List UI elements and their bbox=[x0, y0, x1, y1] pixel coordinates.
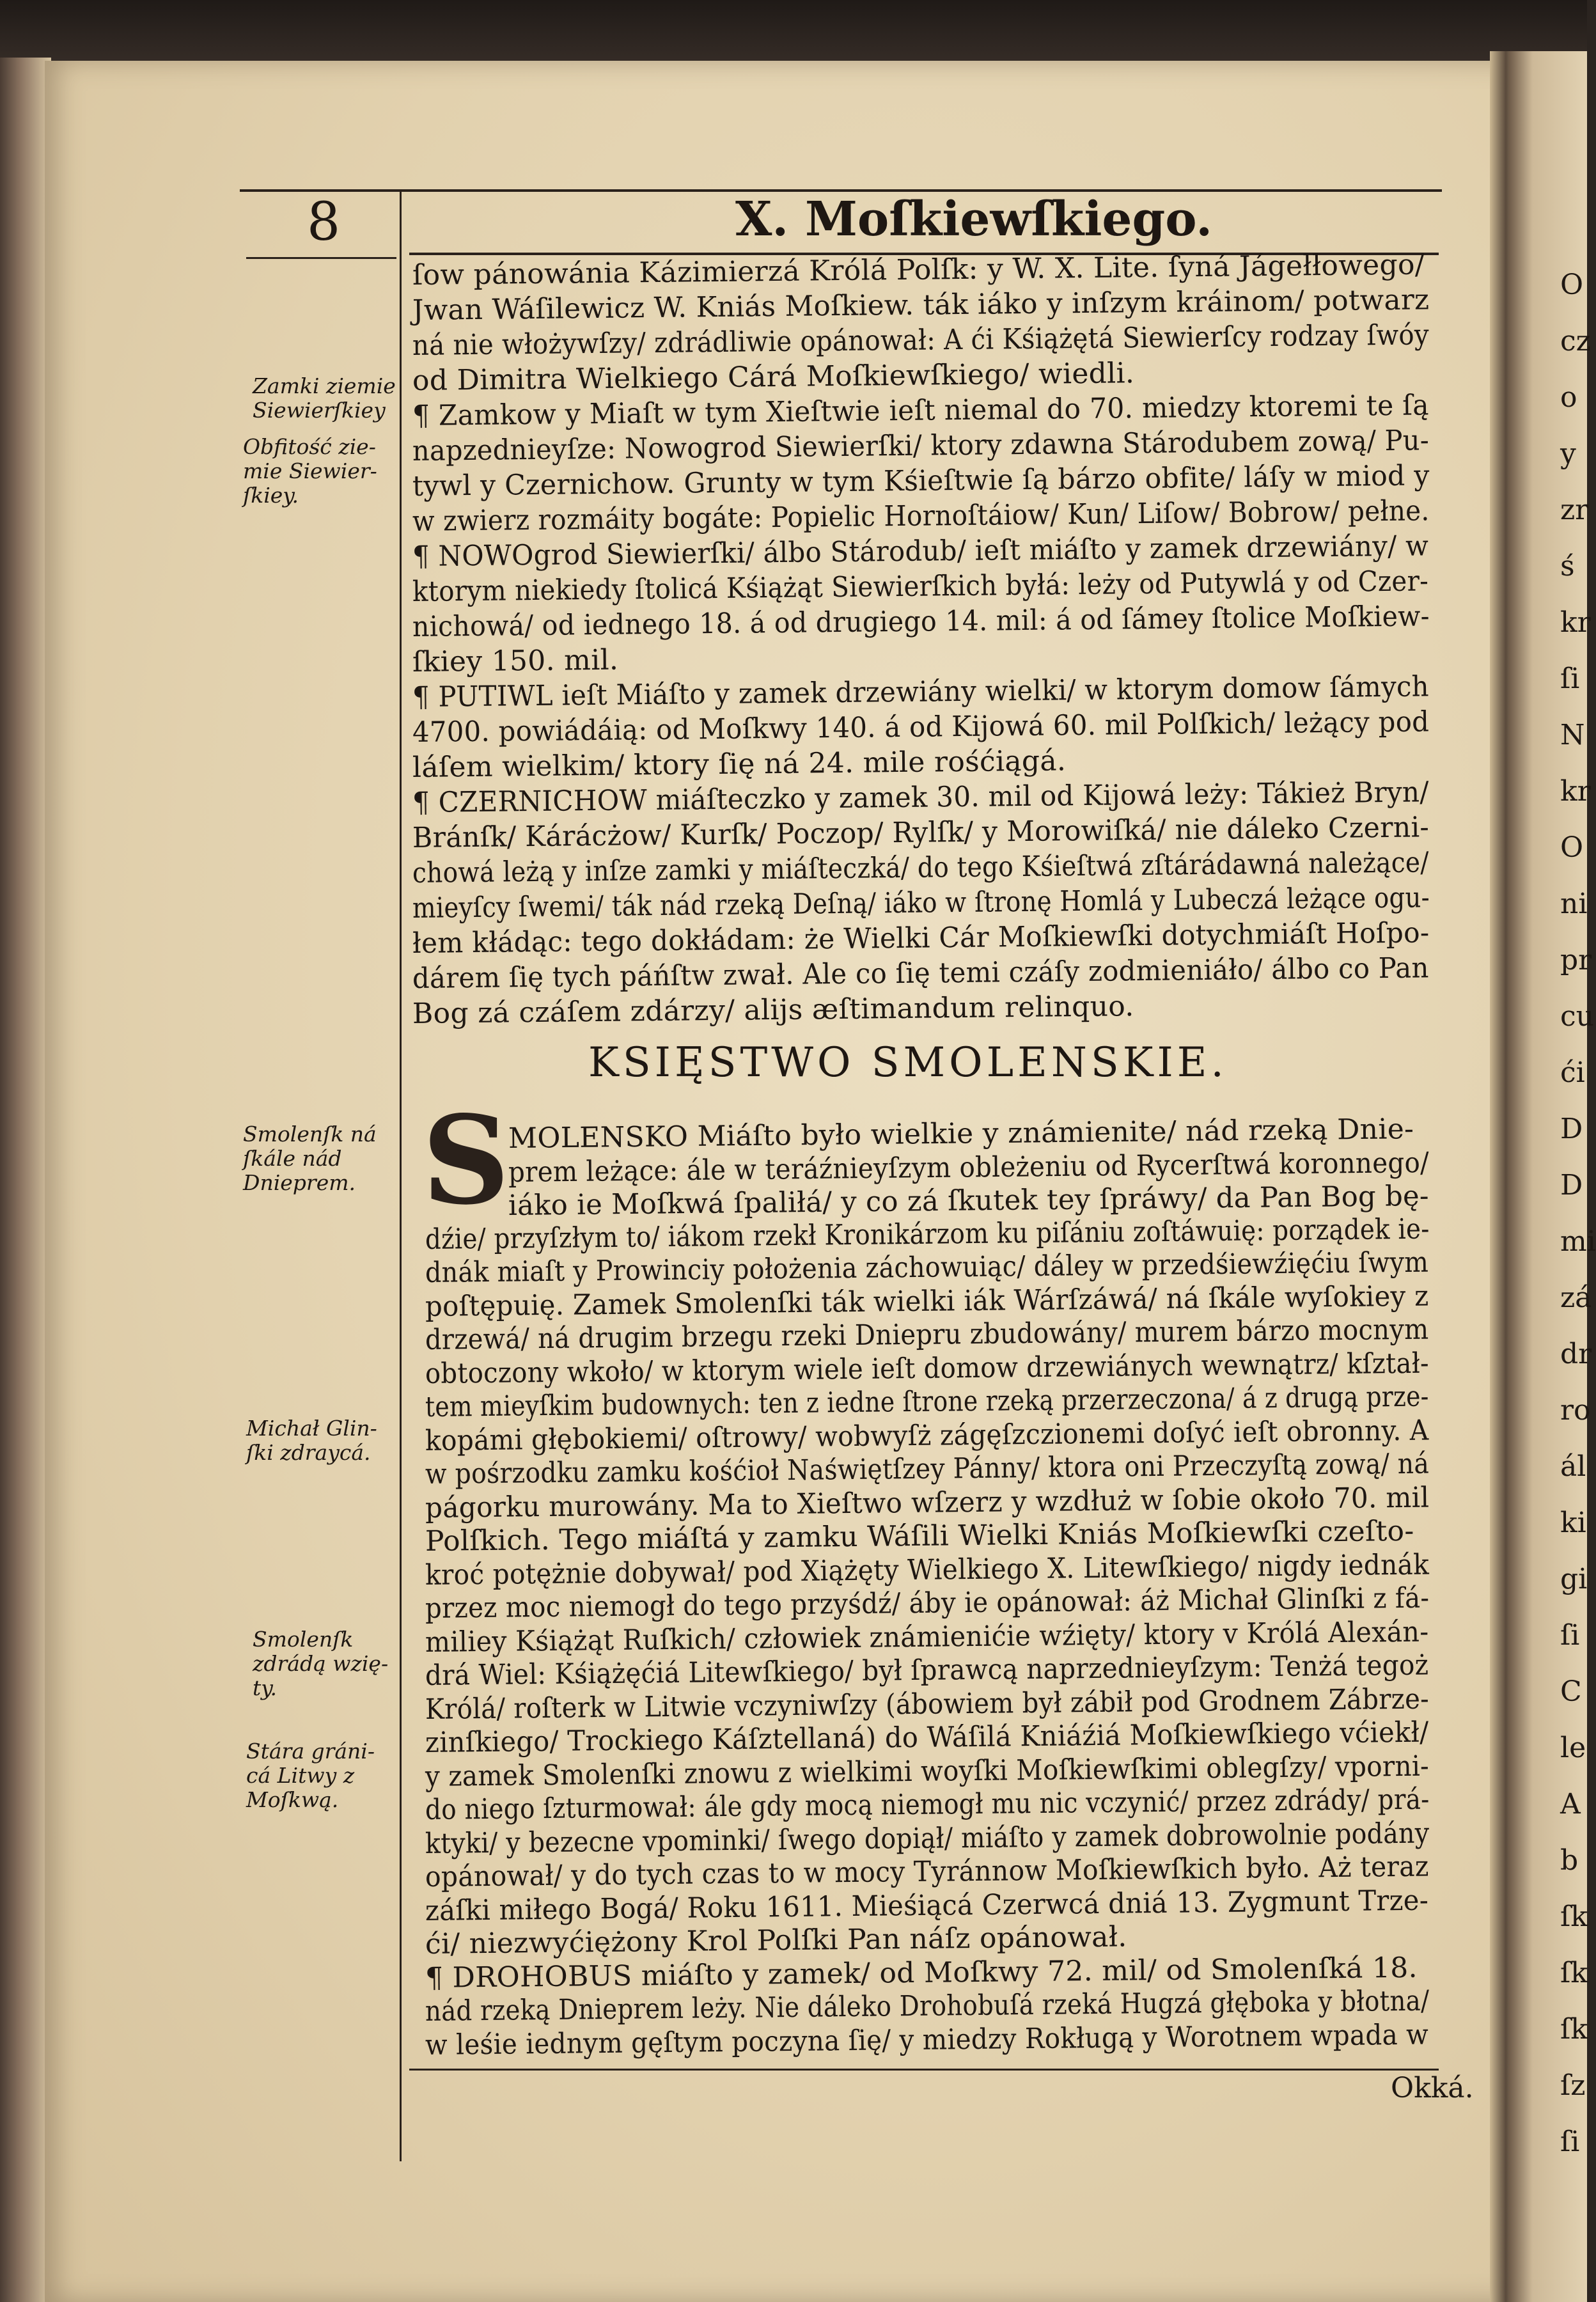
text-line: ¶ CZERNICHOW miáſteczko y zamek 30. mil od Kijowá leży: Tákież Bryn/ bbox=[412, 776, 1429, 819]
next-page-fragment: ſk bbox=[1560, 1957, 1588, 1989]
next-page-fragment: ći bbox=[1560, 1056, 1585, 1089]
text-line: ktorym niekiedy ſtolicá Kśiążąt Siewierſkich byłá: leży od Putywlá y od Czer- bbox=[412, 565, 1429, 608]
text-line: y zamek Smolenſki znowu z wielkimi woyſki Moſkiewſkimi oblegſzy/ vporni- bbox=[425, 1750, 1430, 1793]
text-line: ¶ Zamkow y Miaſt w tym Xieſtwie ieſt niemal do 70. miedzy ktoremi te ſą bbox=[412, 389, 1429, 432]
text-line: w leśie iednym gęſtym poczyna ſię/ y miedzy Rokługą y Worotnem wpada w bbox=[425, 2018, 1429, 2062]
text-line: ¶ PUTIWL ieſt Miáſto y zamek drzewiány wielki/ w ktorym domow ſámych bbox=[412, 670, 1430, 714]
next-page-fragment: ſk bbox=[1560, 1900, 1588, 1933]
next-page-fragment: D bbox=[1560, 1169, 1583, 1202]
margin-note-glinski: Michał Glin- ſki zdraycá. bbox=[246, 1416, 377, 1465]
next-page-fragment: kr bbox=[1560, 606, 1591, 639]
footer-rule bbox=[409, 2069, 1439, 2071]
text-line: prem leżące: ále w teráźnieyſzym obleżeniu od Rycerſtwá koronnego/ bbox=[508, 1146, 1430, 1189]
next-page-fragment: ſi bbox=[1560, 662, 1580, 695]
text-line: 4700. powiádáią: od Moſkwy 140. á od Kijowá 60. mil Polſkich/ leżący pod bbox=[412, 705, 1430, 749]
book-page-edges bbox=[0, 58, 51, 2302]
next-page-fragment: cu bbox=[1560, 1000, 1594, 1033]
next-page-fragment: zr bbox=[1560, 494, 1589, 526]
text-line: drzewá/ ná drugim brzegu rzeki Dniepru zbudowány/ murem bárzo mocnym bbox=[425, 1313, 1429, 1356]
text-line: łem kłádąc: tego dokłádam: że Wielki Cár Moſkiewſki dotychmiáſt Hoſpo- bbox=[412, 916, 1430, 960]
text-line: láſem wielkim/ ktory ſię ná 24. mile rośćiągá. bbox=[412, 744, 1067, 784]
text-line: Jwan Wáſilewicz W. Kniás Moſkiew. ták iáko y inſzym kráinom/ potwarz bbox=[412, 283, 1430, 327]
next-page-fragment: zá bbox=[1560, 1281, 1592, 1314]
header-rule-bottom-left bbox=[246, 257, 396, 259]
text-line: ¶ NOWOgrod Siewierſki/ álbo Stárodub/ ieſt miáſto y zamek drzewiány/ w bbox=[412, 529, 1429, 573]
next-page-fragment: N bbox=[1560, 719, 1585, 751]
margin-note-fertility: Obfitość zie- mie Siewier- ſkiey. bbox=[243, 434, 377, 508]
next-page-fragment: C bbox=[1560, 1675, 1582, 1708]
text-line: obtoczony wkoło/ w ktorym wiele ieſt domow drzewiánych wewnątrz/ kſztał- bbox=[425, 1347, 1430, 1390]
text-line: poſtępuię. Zamek Smolenſki ták wielki iák Wárſzáwá/ ná ſkále wyſokiey z bbox=[425, 1280, 1429, 1323]
next-page-fragment: O bbox=[1560, 269, 1584, 301]
next-page-fragment: b bbox=[1560, 1844, 1579, 1877]
text-line: tywl y Czernichow. Grunty w tym Kśieſtwie ſą bárzo obfite/ láſy w miod y bbox=[412, 459, 1430, 503]
section-title: KSIĘSTWO SMOLENSKIE. bbox=[588, 1039, 1228, 1086]
running-head: X. Moſkiewſkiego. bbox=[735, 192, 1213, 247]
next-page-fragment: ſi bbox=[1560, 2126, 1580, 2158]
text-line: przez moc niemogł do tego przyśdź/ áby ie opánował: áż Michał Glinſki z fá- bbox=[425, 1581, 1430, 1625]
text-line: od Dimitra Wielkiego Cárá Moſkiewſkiego/ wiedli. bbox=[412, 357, 1135, 397]
next-page-fragment: mi bbox=[1560, 1225, 1596, 1258]
text-line: dźie/ przyſzłym to/ iákom rzekł Kronikárzom ku piſániu zoſtáwuię: porządek ie- bbox=[425, 1212, 1430, 1256]
text-line: miliey Kśiążąt Ruſkich/ człowiek známienićie wźięty/ ktory v Królá Alexán- bbox=[425, 1615, 1429, 1659]
text-line: Bog zá czáſem zdárzy/ alijs æſtimandum relinquo. bbox=[412, 990, 1134, 1030]
text-line: Królá/ roſterk w Litwie vczyniwſzy (ábowiem był zábił pod Grodnem Zábrze- bbox=[425, 1682, 1430, 1726]
next-page-fragment: ni bbox=[1560, 888, 1588, 920]
catchword: Okká. bbox=[1391, 2072, 1474, 2104]
next-page-fragment: ál bbox=[1560, 1450, 1586, 1483]
next-page-fragment: cz bbox=[1560, 325, 1591, 357]
text-line: ſkiey 150. mil. bbox=[412, 643, 619, 678]
next-page-fragment: ſi bbox=[1560, 1619, 1580, 1652]
next-page-fragment: pr bbox=[1560, 944, 1592, 976]
text-line: págorku murowány. Ma to Xieſtwo wſzerz y wzdłuż w ſobie około 70. mil bbox=[425, 1481, 1430, 1524]
next-page-fragment: ſk bbox=[1560, 2013, 1588, 2046]
text-line: zinſkiego/ Trockiego Káſztellaná) do Wáſilá Kniáźiá Moſkiewſkiego vćiekł/ bbox=[425, 1716, 1429, 1759]
page-number: 8 bbox=[307, 192, 341, 253]
text-line: kroć potężnie dobywał/ pod Xiążęty Wielkiego X. Litewſkiego/ nigdy iednák bbox=[425, 1548, 1430, 1592]
next-page-fragment: kr bbox=[1560, 775, 1591, 808]
text-line: MOLENSKO Miáſto było wielkie y známienite/ nád rzeką Dnie- bbox=[508, 1113, 1414, 1155]
text-line: w pośrzodku zamku kośćioł Naświętſzey Pánny/ ktora oni Przeczyſtą zową/ ná bbox=[425, 1447, 1430, 1491]
next-page-fragment: ki bbox=[1560, 1507, 1586, 1539]
text-line: ¶ DROHOBUS miáſto y zamek/ od Moſkwy 72. mil/ od Smolenſká 18. bbox=[425, 1951, 1418, 1994]
margin-note-smolensk-rock: Smolenſk ná ſkále nád Dnieprem. bbox=[243, 1122, 377, 1195]
next-page-fragment: dr bbox=[1560, 1338, 1592, 1370]
text-line: dárem ſię tych páńſtw zwał. Ale co ſię temi czáſy zodmieniáło/ álbo co Pan bbox=[412, 951, 1429, 995]
next-page-fragment: o bbox=[1560, 381, 1577, 414]
next-page-fragment: A bbox=[1560, 1788, 1581, 1820]
text-line: dnák miaſt y Prowinciy położenia záchowuiąc/ dáley w przedśiewźięćiu ſwym bbox=[425, 1246, 1429, 1289]
text-line: drá Wiel: Kśiążęćiá Litewſkiego/ był ſprawcą naprzednieyſzym: Tenżá tegoż bbox=[425, 1648, 1429, 1692]
text-line: iáko ie Moſkwá ſpaliłá/ y co zá ſkutek tey ſpráwy/ da Pan Bog bę- bbox=[508, 1179, 1430, 1222]
text-line: Polſkich. Tego miáſtá y zamku Wáſili Wielki Kniás Moſkiewſki czeſto- bbox=[425, 1514, 1414, 1558]
text-line: tem mieyſkim budownych: ten z iedne ſtrone rzeką przerzeczona/ á z drugą prze- bbox=[425, 1380, 1429, 1423]
text-line: nád rzeką Dnieprem leży. Nie dáleko Drohobuſá rzeká Hugzá głęboka y błotna/ bbox=[425, 1984, 1430, 2028]
text-line: kopámi głębokiemi/ oſtrowy/ wobwyſż zágęſzczionemi doſyć ieſt obronny. A bbox=[425, 1414, 1429, 1457]
next-page-fragment: ś bbox=[1560, 550, 1575, 583]
next-page-fragment: O bbox=[1560, 831, 1584, 864]
text-line: ſow pánowánia Kázimierzá Królá Polſk: y W. X. Lite. ſyná Jágełłowego/ bbox=[412, 248, 1425, 292]
margin-note-castles: Zamki ziemie Siewierſkiey bbox=[253, 373, 396, 423]
text-line: w zwierz rozmáity bogáte: Popielic Hornoſtáiow/ Kun/ Liſow/ Bobrow/ pełne. bbox=[412, 494, 1430, 538]
margin-column-rule bbox=[400, 192, 402, 2161]
decorated-initial: S bbox=[422, 1089, 510, 1232]
next-page-fragment: ſz bbox=[1560, 2069, 1586, 2102]
next-page-fragment: y bbox=[1560, 437, 1576, 470]
text-line: záſki miłego Bogá/ Roku 1611. Mieśiącá Czerwcá dniá 13. Zygmunt Trze- bbox=[425, 1884, 1429, 1927]
text-line: napzednieyſze: Nowogrod Siewierſki/ ktory zdawna Stárodubem zową/ Pu- bbox=[412, 424, 1430, 467]
margin-note-old-border: Stára gráni- cá Litwy z Moſkwą. bbox=[246, 1739, 375, 1812]
text-line: nichowá/ od iednego 18. á od drugiego 14. mil: á od ſámey ſtolice Moſkiew- bbox=[412, 600, 1430, 643]
text-line: do niego ſzturmował: ále gdy mocą niemogł mu nic vczynić/ przez zdrády/ prá- bbox=[425, 1783, 1430, 1826]
text-line: Bránſk/ Kárácżow/ Kurſk/ Poczop/ Rylſk/ y Morowiſká/ nie dáleko Czerni- bbox=[412, 811, 1430, 854]
next-page-fragment: le bbox=[1560, 1732, 1586, 1764]
text-line: chowá leżą y inſze zamki y miáſteczká/ do tego Kśieſtwá zſtárádawná należące/ bbox=[412, 846, 1429, 889]
text-line: ktyki/ y bezecne vpominki/ ſwego dopiął/ miáſto y zamek dobrowolnie podány bbox=[425, 1817, 1430, 1860]
next-page-fragment: gi bbox=[1560, 1563, 1588, 1595]
next-page-fragment: D bbox=[1560, 1113, 1583, 1145]
next-page-fragment: ro bbox=[1560, 1394, 1591, 1427]
text-line: opánował/ y do tych czas to w mocy Tyránnow Moſkiewſkich było. Aż teraz bbox=[425, 1850, 1429, 1893]
text-line: ći/ niezwyćiężony Krol Polſki Pan náſz opánował. bbox=[425, 1920, 1127, 1961]
text-line: mieyſcy ſwemi/ ták nád rzeką Deſną/ iáko w ſtronę Homlá y Lubeczá leżące ogu- bbox=[412, 881, 1430, 925]
margin-note-smolensk-taken: Smolenſk zdrádą wzię- ty. bbox=[253, 1627, 389, 1700]
text-line: ná nie włożywſzy/ zdrádliwie opánował: A ći Kśiążętá Siewierſcy rodzay ſwóy bbox=[412, 318, 1430, 362]
